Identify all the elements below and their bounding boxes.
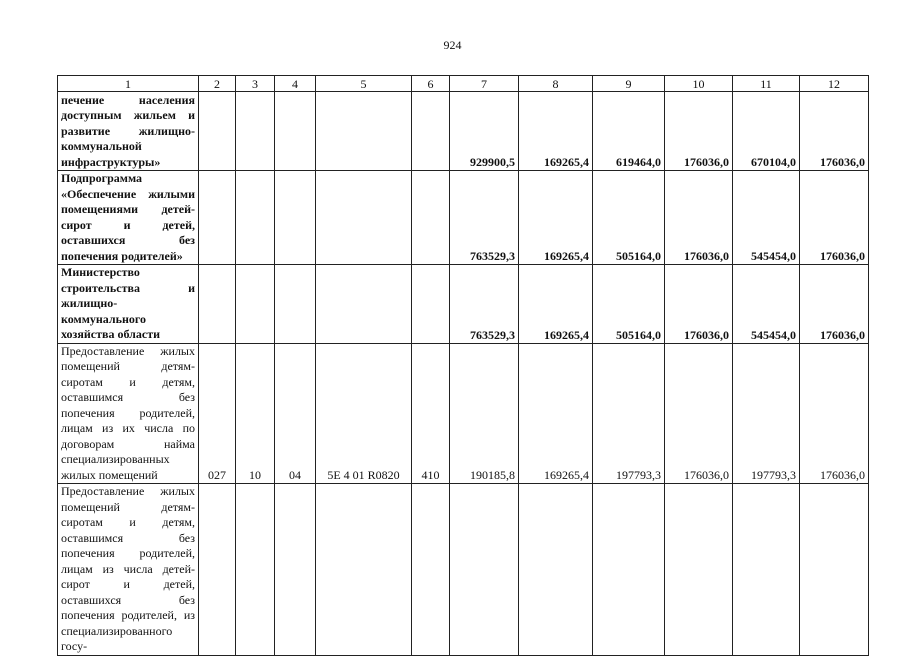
row-name: Министерство строительства и жилищно-коммунального хозяйства области	[58, 265, 199, 344]
cell-value-10: 176036,0	[665, 343, 733, 484]
cell-target-article	[316, 92, 412, 171]
cell-ministry-code	[199, 171, 236, 265]
header-cell-11: 11	[733, 76, 800, 92]
cell-value-7: 929900,5	[450, 92, 519, 171]
cell-ministry-code	[199, 92, 236, 171]
table-row	[58, 343, 869, 484]
cell-subsection	[275, 171, 316, 265]
cell-subsection	[275, 484, 316, 656]
cell-value-10	[665, 484, 733, 656]
row-name: Предоставление жилых помещений детям-сиротам и детям, оставшимся без попечения родителей, лицам из числа детей-сирот и детей, оставшихся без попечения родителей, из специализированного госу-	[58, 484, 199, 656]
cell-value-9: 619464,0	[593, 92, 665, 171]
cell-value-11	[733, 484, 800, 656]
header-cell-12: 12	[800, 76, 869, 92]
cell-value-10: 176036,0	[665, 265, 733, 344]
cell-value-12	[800, 484, 869, 656]
cell-subsection	[275, 92, 316, 171]
cell-value-11: 197793,3	[733, 343, 800, 484]
cell-section	[236, 484, 275, 656]
cell-value-11: 545454,0	[733, 171, 800, 265]
header-row	[58, 76, 869, 92]
cell-value-10: 176036,0	[665, 92, 733, 171]
header-cell-7: 7	[450, 76, 519, 92]
table-row	[58, 92, 869, 171]
table-row	[58, 265, 869, 344]
cell-section	[236, 92, 275, 171]
row-name: Предоставление жилых помещений детям-сиротам и детям, оставшимся без попечения родителей, лицам из их числа по договорам найма специализированных жилых помещений	[58, 343, 199, 484]
cell-target-article	[316, 265, 412, 344]
header-cell-2: 2	[199, 76, 236, 92]
row-name: Подпрограмма «Обеспечение жилыми помещениями детей-сирот и детей, оставшихся без попечения родителей»	[58, 171, 199, 265]
cell-value-12: 176036,0	[800, 171, 869, 265]
budget-table	[57, 75, 869, 656]
cell-target-article	[316, 171, 412, 265]
cell-value-8	[519, 484, 593, 656]
cell-subsection: 04	[275, 343, 316, 484]
cell-value-11: 670104,0	[733, 92, 800, 171]
cell-value-8: 169265,4	[519, 92, 593, 171]
cell-section: 10	[236, 343, 275, 484]
table-row	[58, 484, 869, 656]
cell-value-10: 176036,0	[665, 171, 733, 265]
cell-expense-type	[412, 92, 450, 171]
cell-expense-type	[412, 171, 450, 265]
cell-value-7	[450, 484, 519, 656]
cell-section	[236, 171, 275, 265]
header-cell-8: 8	[519, 76, 593, 92]
header-cell-9: 9	[593, 76, 665, 92]
cell-ministry-code	[199, 265, 236, 344]
header-cell-4: 4	[275, 76, 316, 92]
cell-expense-type	[412, 484, 450, 656]
cell-value-9	[593, 484, 665, 656]
cell-value-8: 169265,4	[519, 265, 593, 344]
cell-target-article	[316, 484, 412, 656]
row-name: печение населения доступным жильем и развитие жилищно-коммунальной инфраструктуры»	[58, 92, 199, 171]
page-number: 924	[443, 38, 462, 52]
cell-value-12: 176036,0	[800, 92, 869, 171]
header-cell-5: 5	[316, 76, 412, 92]
cell-target-article: 5Е 4 01 R0820	[316, 343, 412, 484]
cell-ministry-code	[199, 484, 236, 656]
cell-subsection	[275, 265, 316, 344]
cell-value-12: 176036,0	[800, 343, 869, 484]
cell-value-11: 545454,0	[733, 265, 800, 344]
header-cell-3: 3	[236, 76, 275, 92]
header-cell-6: 6	[412, 76, 450, 92]
cell-value-9: 505164,0	[593, 265, 665, 344]
cell-section	[236, 265, 275, 344]
cell-value-8: 169265,4	[519, 343, 593, 484]
cell-value-9: 505164,0	[593, 171, 665, 265]
cell-ministry-code: 027	[199, 343, 236, 484]
cell-value-12: 176036,0	[800, 265, 869, 344]
cell-expense-type	[412, 265, 450, 344]
cell-value-9: 197793,3	[593, 343, 665, 484]
cell-expense-type: 410	[412, 343, 450, 484]
table-row	[58, 171, 869, 265]
cell-value-7: 190185,8	[450, 343, 519, 484]
cell-value-8: 169265,4	[519, 171, 593, 265]
header-cell-1: 1	[58, 76, 199, 92]
cell-value-7: 763529,3	[450, 171, 519, 265]
cell-value-7: 763529,3	[450, 265, 519, 344]
header-cell-10: 10	[665, 76, 733, 92]
